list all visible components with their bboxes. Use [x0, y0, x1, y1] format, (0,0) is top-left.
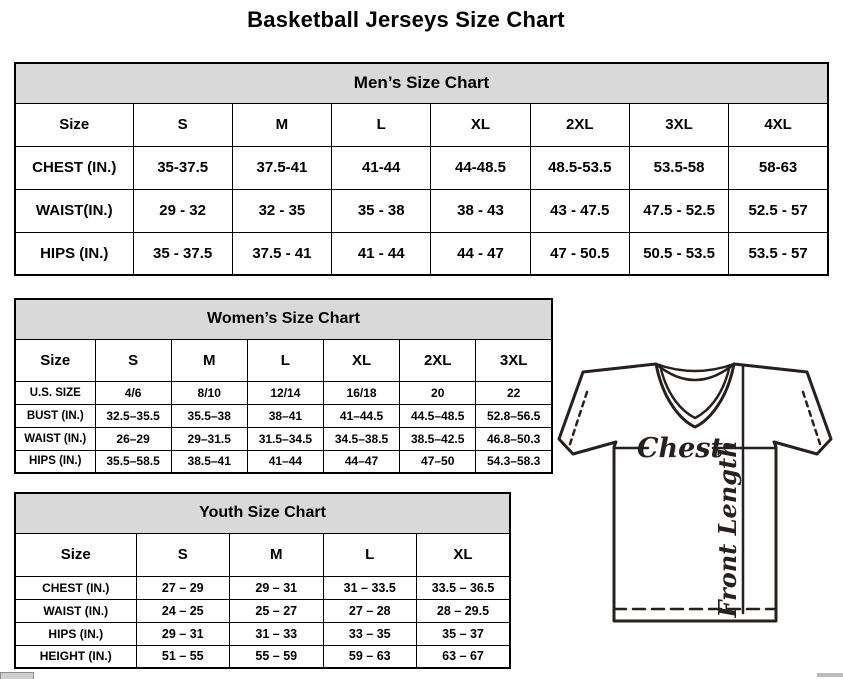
size-value-cell: 48.5-53.5 [530, 146, 629, 189]
size-value-cell: 55 – 59 [230, 645, 324, 668]
size-value-cell: 24 – 25 [136, 599, 230, 622]
size-value-cell: 59 – 63 [323, 645, 417, 668]
size-value-cell: 50.5 - 53.5 [629, 232, 728, 275]
column-header: M [230, 533, 324, 576]
size-value-cell: 27 – 29 [136, 576, 230, 599]
womens-size-table [14, 298, 553, 474]
size-value-cell: 26–29 [95, 427, 171, 450]
column-header: 3XL [476, 339, 552, 381]
row-label: HEIGHT (IN.) [15, 645, 136, 668]
column-header: L [247, 339, 323, 381]
size-value-cell: 53.5-58 [629, 146, 728, 189]
size-value-cell: 35.5–58.5 [95, 450, 171, 473]
row-label: BUST (IN.) [15, 404, 95, 427]
column-header: S [95, 339, 171, 381]
size-value-cell: 22 [476, 381, 552, 404]
size-value-cell: 8/10 [171, 381, 247, 404]
size-value-cell: 51 – 55 [136, 645, 230, 668]
table-row [15, 189, 828, 232]
size-value-cell: 41–44 [247, 450, 323, 473]
column-header: L [323, 533, 417, 576]
size-value-cell: 31 – 33.5 [323, 576, 417, 599]
size-value-cell: 35.5–38 [171, 404, 247, 427]
size-value-cell: 37.5-41 [232, 146, 331, 189]
chest-label: Chest [637, 433, 723, 464]
table-title: Women’s Size Chart [15, 299, 552, 339]
size-value-cell: 37.5 - 41 [232, 232, 331, 275]
size-value-cell: 43 - 47.5 [530, 189, 629, 232]
size-value-cell: 38.5–41 [171, 450, 247, 473]
page-title: Basketball Jerseys Size Chart [247, 7, 565, 32]
column-header: S [133, 103, 232, 146]
size-value-cell: 20 [400, 381, 476, 404]
size-value-cell: 29 - 32 [133, 189, 232, 232]
size-value-cell: 47–50 [400, 450, 476, 473]
column-header: 3XL [629, 103, 728, 146]
size-value-cell: 25 – 27 [230, 599, 324, 622]
row-label: WAIST (IN.) [15, 427, 95, 450]
column-header: M [171, 339, 247, 381]
size-value-cell: 35 - 38 [332, 189, 431, 232]
size-value-cell: 35 – 37 [417, 622, 511, 645]
table-row [15, 576, 510, 599]
size-value-cell: 52.8–56.5 [476, 404, 552, 427]
row-label: HIPS (IN.) [15, 450, 95, 473]
column-header: 2XL [400, 339, 476, 381]
size-value-cell: 29 – 31 [230, 576, 324, 599]
jersey-measurement-diagram [556, 358, 838, 628]
front-length-label: Front Length [713, 440, 742, 618]
column-header: 2XL [530, 103, 629, 146]
row-label: CHEST (IN.) [15, 576, 136, 599]
size-value-cell: 44.5–48.5 [400, 404, 476, 427]
table-row [15, 599, 510, 622]
size-value-cell: 44 - 47 [431, 232, 530, 275]
youth-size-table [14, 492, 511, 669]
row-label: CHEST (IN.) [15, 146, 133, 189]
column-header: S [136, 533, 230, 576]
size-value-cell: 28 – 29.5 [417, 599, 511, 622]
size-value-cell: 44–47 [323, 450, 399, 473]
table-row [15, 232, 828, 275]
table-row [15, 381, 552, 404]
size-value-cell: 32 - 35 [232, 189, 331, 232]
size-value-cell: 4/6 [95, 381, 171, 404]
size-value-cell: 38 - 43 [431, 189, 530, 232]
size-value-cell: 32.5–35.5 [95, 404, 171, 427]
column-header: 4XL [729, 103, 828, 146]
column-header: M [232, 103, 331, 146]
table-row [15, 404, 552, 427]
row-label: HIPS (IN.) [15, 622, 136, 645]
size-value-cell: 63 – 67 [417, 645, 511, 668]
size-value-cell: 16/18 [323, 381, 399, 404]
size-value-cell: 27 – 28 [323, 599, 417, 622]
size-value-cell: 58-63 [729, 146, 828, 189]
size-value-cell: 29–31.5 [171, 427, 247, 450]
row-label: WAIST(IN.) [15, 189, 133, 232]
row-label: U.S. SIZE [15, 381, 95, 404]
size-value-cell: 54.3–58.3 [476, 450, 552, 473]
column-header: L [332, 103, 431, 146]
table-row [15, 622, 510, 645]
size-value-cell: 33 – 35 [323, 622, 417, 645]
size-value-cell: 41 - 44 [332, 232, 431, 275]
column-header: XL [417, 533, 511, 576]
size-value-cell: 52.5 - 57 [729, 189, 828, 232]
size-value-cell: 44-48.5 [431, 146, 530, 189]
collar-back-arc-1 [656, 364, 734, 371]
size-value-cell: 12/14 [247, 381, 323, 404]
size-value-cell: 38.5–42.5 [400, 427, 476, 450]
column-header: XL [431, 103, 530, 146]
row-label: HIPS (IN.) [15, 232, 133, 275]
size-value-cell: 35 - 37.5 [133, 232, 232, 275]
column-header: XL [323, 339, 399, 381]
size-value-cell: 33.5 – 36.5 [417, 576, 511, 599]
table-row [15, 645, 510, 668]
size-value-cell: 34.5–38.5 [323, 427, 399, 450]
size-value-cell: 53.5 - 57 [729, 232, 828, 275]
size-value-cell: 41–44.5 [323, 404, 399, 427]
size-value-cell: 47.5 - 52.5 [629, 189, 728, 232]
table-row [15, 450, 552, 473]
table-row [15, 427, 552, 450]
column-header: Size [15, 103, 133, 146]
size-value-cell: 38–41 [247, 404, 323, 427]
mens-size-table [14, 62, 829, 276]
size-value-cell: 47 - 50.5 [530, 232, 629, 275]
size-value-cell: 41-44 [332, 146, 431, 189]
size-value-cell: 31.5–34.5 [247, 427, 323, 450]
row-label: WAIST (IN.) [15, 599, 136, 622]
size-value-cell: 29 – 31 [136, 622, 230, 645]
table-title: Men’s Size Chart [15, 63, 828, 103]
jersey-outline [559, 364, 831, 621]
scrollbar-fragment-right[interactable] [817, 673, 843, 677]
column-header: Size [15, 533, 136, 576]
size-value-cell: 46.8–50.3 [476, 427, 552, 450]
size-value-cell: 31 – 33 [230, 622, 324, 645]
size-value-cell: 35-37.5 [133, 146, 232, 189]
table-row [15, 146, 828, 189]
scrollbar-fragment-left[interactable] [0, 672, 34, 679]
table-title: Youth Size Chart [15, 493, 510, 533]
column-header: Size [15, 339, 95, 381]
